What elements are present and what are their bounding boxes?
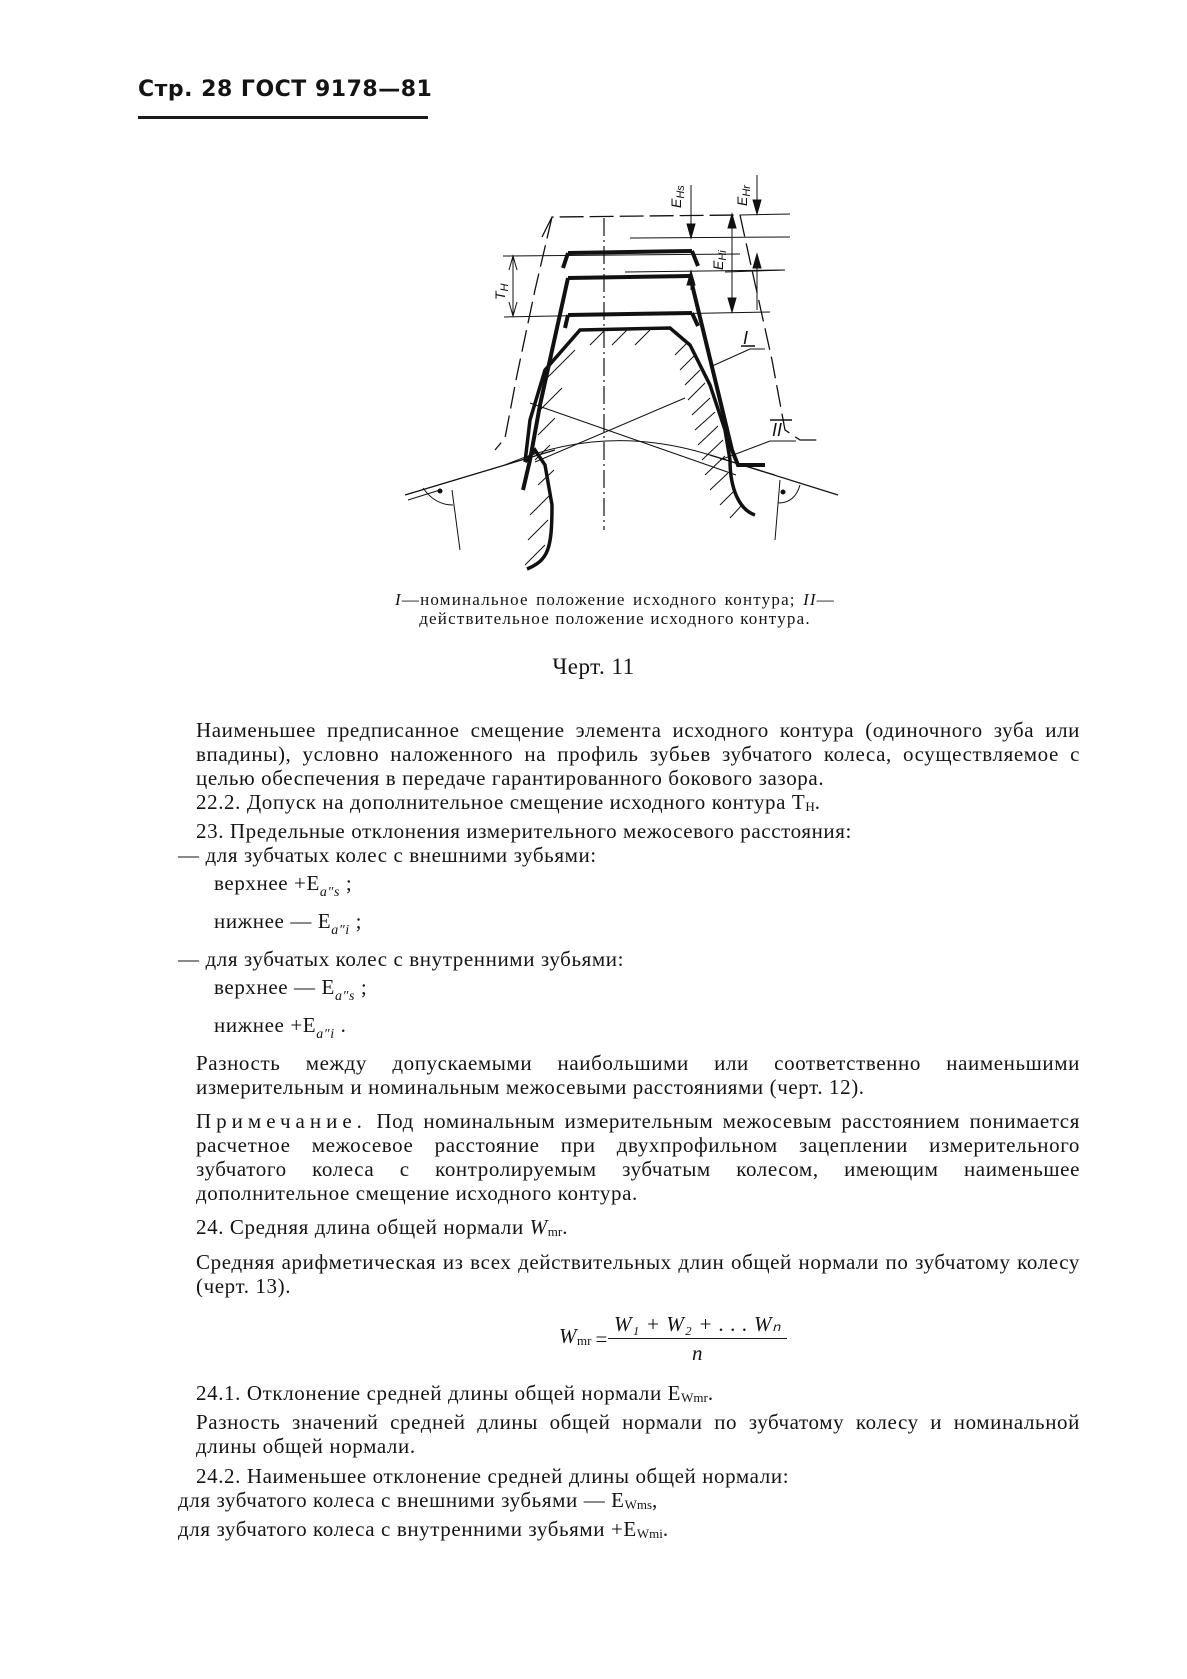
symbol: +E (294, 871, 320, 895)
paragraph-24-2-external (178, 1488, 1080, 1517)
paragraph-24-1-description (196, 1410, 1080, 1458)
figure-caption (395, 590, 835, 628)
symbol: — E (290, 909, 332, 933)
symbol: +E (290, 1013, 317, 1037)
subscript: a″i (331, 923, 350, 938)
paragraph-24 (196, 1215, 1080, 1244)
formula-fraction (608, 1312, 787, 1365)
label: нижнее (214, 1013, 291, 1037)
equals-sign: = (595, 1326, 608, 1351)
label: нижнее (214, 909, 291, 933)
paragraph-text: для зубчатого колеса с внешними зубьями — E (178, 1488, 625, 1512)
label-EHs: $E_{Hs}$ (668, 185, 687, 208)
symbol: — E (294, 975, 335, 999)
paragraph-24-2 (196, 1464, 1080, 1488)
formula-wmr (196, 1312, 1080, 1365)
label-EHr: $E_{Hr}$ (734, 185, 753, 206)
punctuation: ; (355, 975, 368, 999)
subscript: Wmr (681, 1390, 708, 1405)
punctuation: . (814, 790, 821, 814)
punctuation: . (662, 1517, 669, 1541)
paragraph-text: Разность значений средней длины общей нормали по зубчатому колесу и номинальной длины общей нормали. (196, 1410, 1080, 1458)
subscript: a″s (334, 989, 356, 1004)
caption-part-1: —номинальное положение исходного контура; (401, 590, 804, 609)
list-header-text: — для зубчатых колес с внутренними зубьями: (178, 947, 625, 971)
clause-number: 24. (196, 1215, 225, 1239)
paragraph-text: Отклонение средней длины общей нормали E (241, 1381, 682, 1405)
punctuation: , (652, 1488, 658, 1512)
paragraph-text: Средняя длина общей нормали (224, 1215, 530, 1239)
numerator: W₁ + W₂ + . . . Wₙ (608, 1312, 787, 1339)
punctuation: . (562, 1215, 569, 1239)
paragraph-text: Наименьшее отклонение средней длины общей нормали: (241, 1464, 790, 1488)
note-label: Примечание. (196, 1109, 367, 1133)
paragraph-note (196, 1109, 1080, 1205)
figure-11-tooth-profile-diagram (380, 160, 860, 580)
list-header-text: — для зубчатых колес с внешними зубьями: (178, 843, 597, 867)
label-II: II (772, 420, 783, 440)
label: верхнее (214, 871, 295, 895)
list-internal-header (178, 947, 1080, 971)
label-TH: $T_H$ (492, 283, 511, 300)
caption-roman-2: II (803, 590, 817, 609)
subscript: a″i (316, 1027, 335, 1042)
clause-number: 24.1. (196, 1381, 241, 1405)
symbol: W (529, 1215, 548, 1239)
paragraph-24-1 (196, 1381, 1080, 1410)
label-EHi: $E_{Hi}$ (710, 250, 729, 270)
paragraph-24-description (196, 1250, 1080, 1298)
caption-part-2: —действительное положение исходного контура. (419, 590, 835, 628)
label-I: I (743, 328, 749, 348)
subscript: a″s (319, 885, 341, 900)
page-header (138, 76, 433, 119)
subscript: Wms (624, 1497, 653, 1512)
paragraph-text: Допуск на дополнительное смещение исходного контура T (241, 790, 806, 814)
label: верхнее (214, 975, 295, 999)
paragraph-text: Разность между допускаемыми наибольшими или соответственно наименьшими измерительным и номинальным межосевыми расстояниями (черт. 12). (196, 1051, 1080, 1099)
denominator: n (691, 1341, 704, 1365)
paragraph-text: Предельные отклонения измерительного межосевого расстояния: (224, 819, 852, 843)
list-item-external-upper (196, 871, 1080, 905)
subscript: H (805, 799, 815, 814)
symbol: W (558, 1324, 578, 1348)
list-item-internal-lower (196, 1013, 1080, 1047)
punctuation: . (334, 1013, 347, 1037)
paragraph-23 (196, 819, 1080, 843)
punctuation: ; (349, 909, 363, 933)
subscript: Wmi (636, 1526, 663, 1541)
note-text: Под номинальным измерительным межосевым расстоянием понимается расчетное межосевое расстояние при двухпрофильном зацеплении измерительного зубчатого колеса с контролируемым зубчатым колесом, имеющим наименьшее дополнительное смещение исходного контура. (196, 1109, 1080, 1205)
page-header-title: Стр. 28 ГОСТ 9178—81 (138, 77, 433, 102)
paragraph-difference (196, 1051, 1080, 1099)
paragraph-24-2-internal (178, 1517, 1080, 1546)
list-item-external-lower (196, 909, 1080, 943)
paragraph-text: Наименьшее предписанное смещение элемента исходного контура (одиночного зуба или впадины), условно наложенного на профиль зубьев зубчатого колеса, осуществляемое с целью обеспечения в передаче гарантированного бокового зазора. (196, 718, 1080, 790)
header-rule (138, 116, 428, 119)
paragraph-22-2 (196, 790, 1080, 819)
paragraph-text: для зубчатого колеса с внутренними зубьями +E (178, 1517, 637, 1541)
paragraph-text: Средняя арифметическая из всех действительных длин общей нормали по зубчатому колесу (черт. 13). (196, 1250, 1080, 1298)
punctuation: . (707, 1381, 714, 1405)
caption-roman-1: I (395, 590, 402, 609)
body-text (178, 718, 1080, 1546)
paragraph-definition-22-1 (196, 718, 1080, 790)
punctuation: ; (340, 871, 353, 895)
clause-number: 23. (196, 819, 225, 843)
figure-title: Черт. 11 (552, 654, 635, 679)
list-external-header (178, 843, 1080, 867)
gear-tooth-diagram (380, 160, 860, 580)
clause-number: 24.2. (196, 1464, 241, 1488)
formula-lhs (559, 1324, 592, 1353)
subscript: mr (577, 1333, 592, 1348)
subscript: mr (547, 1224, 563, 1239)
clause-number: 22.2. (196, 790, 241, 814)
list-item-internal-upper (196, 975, 1080, 1009)
